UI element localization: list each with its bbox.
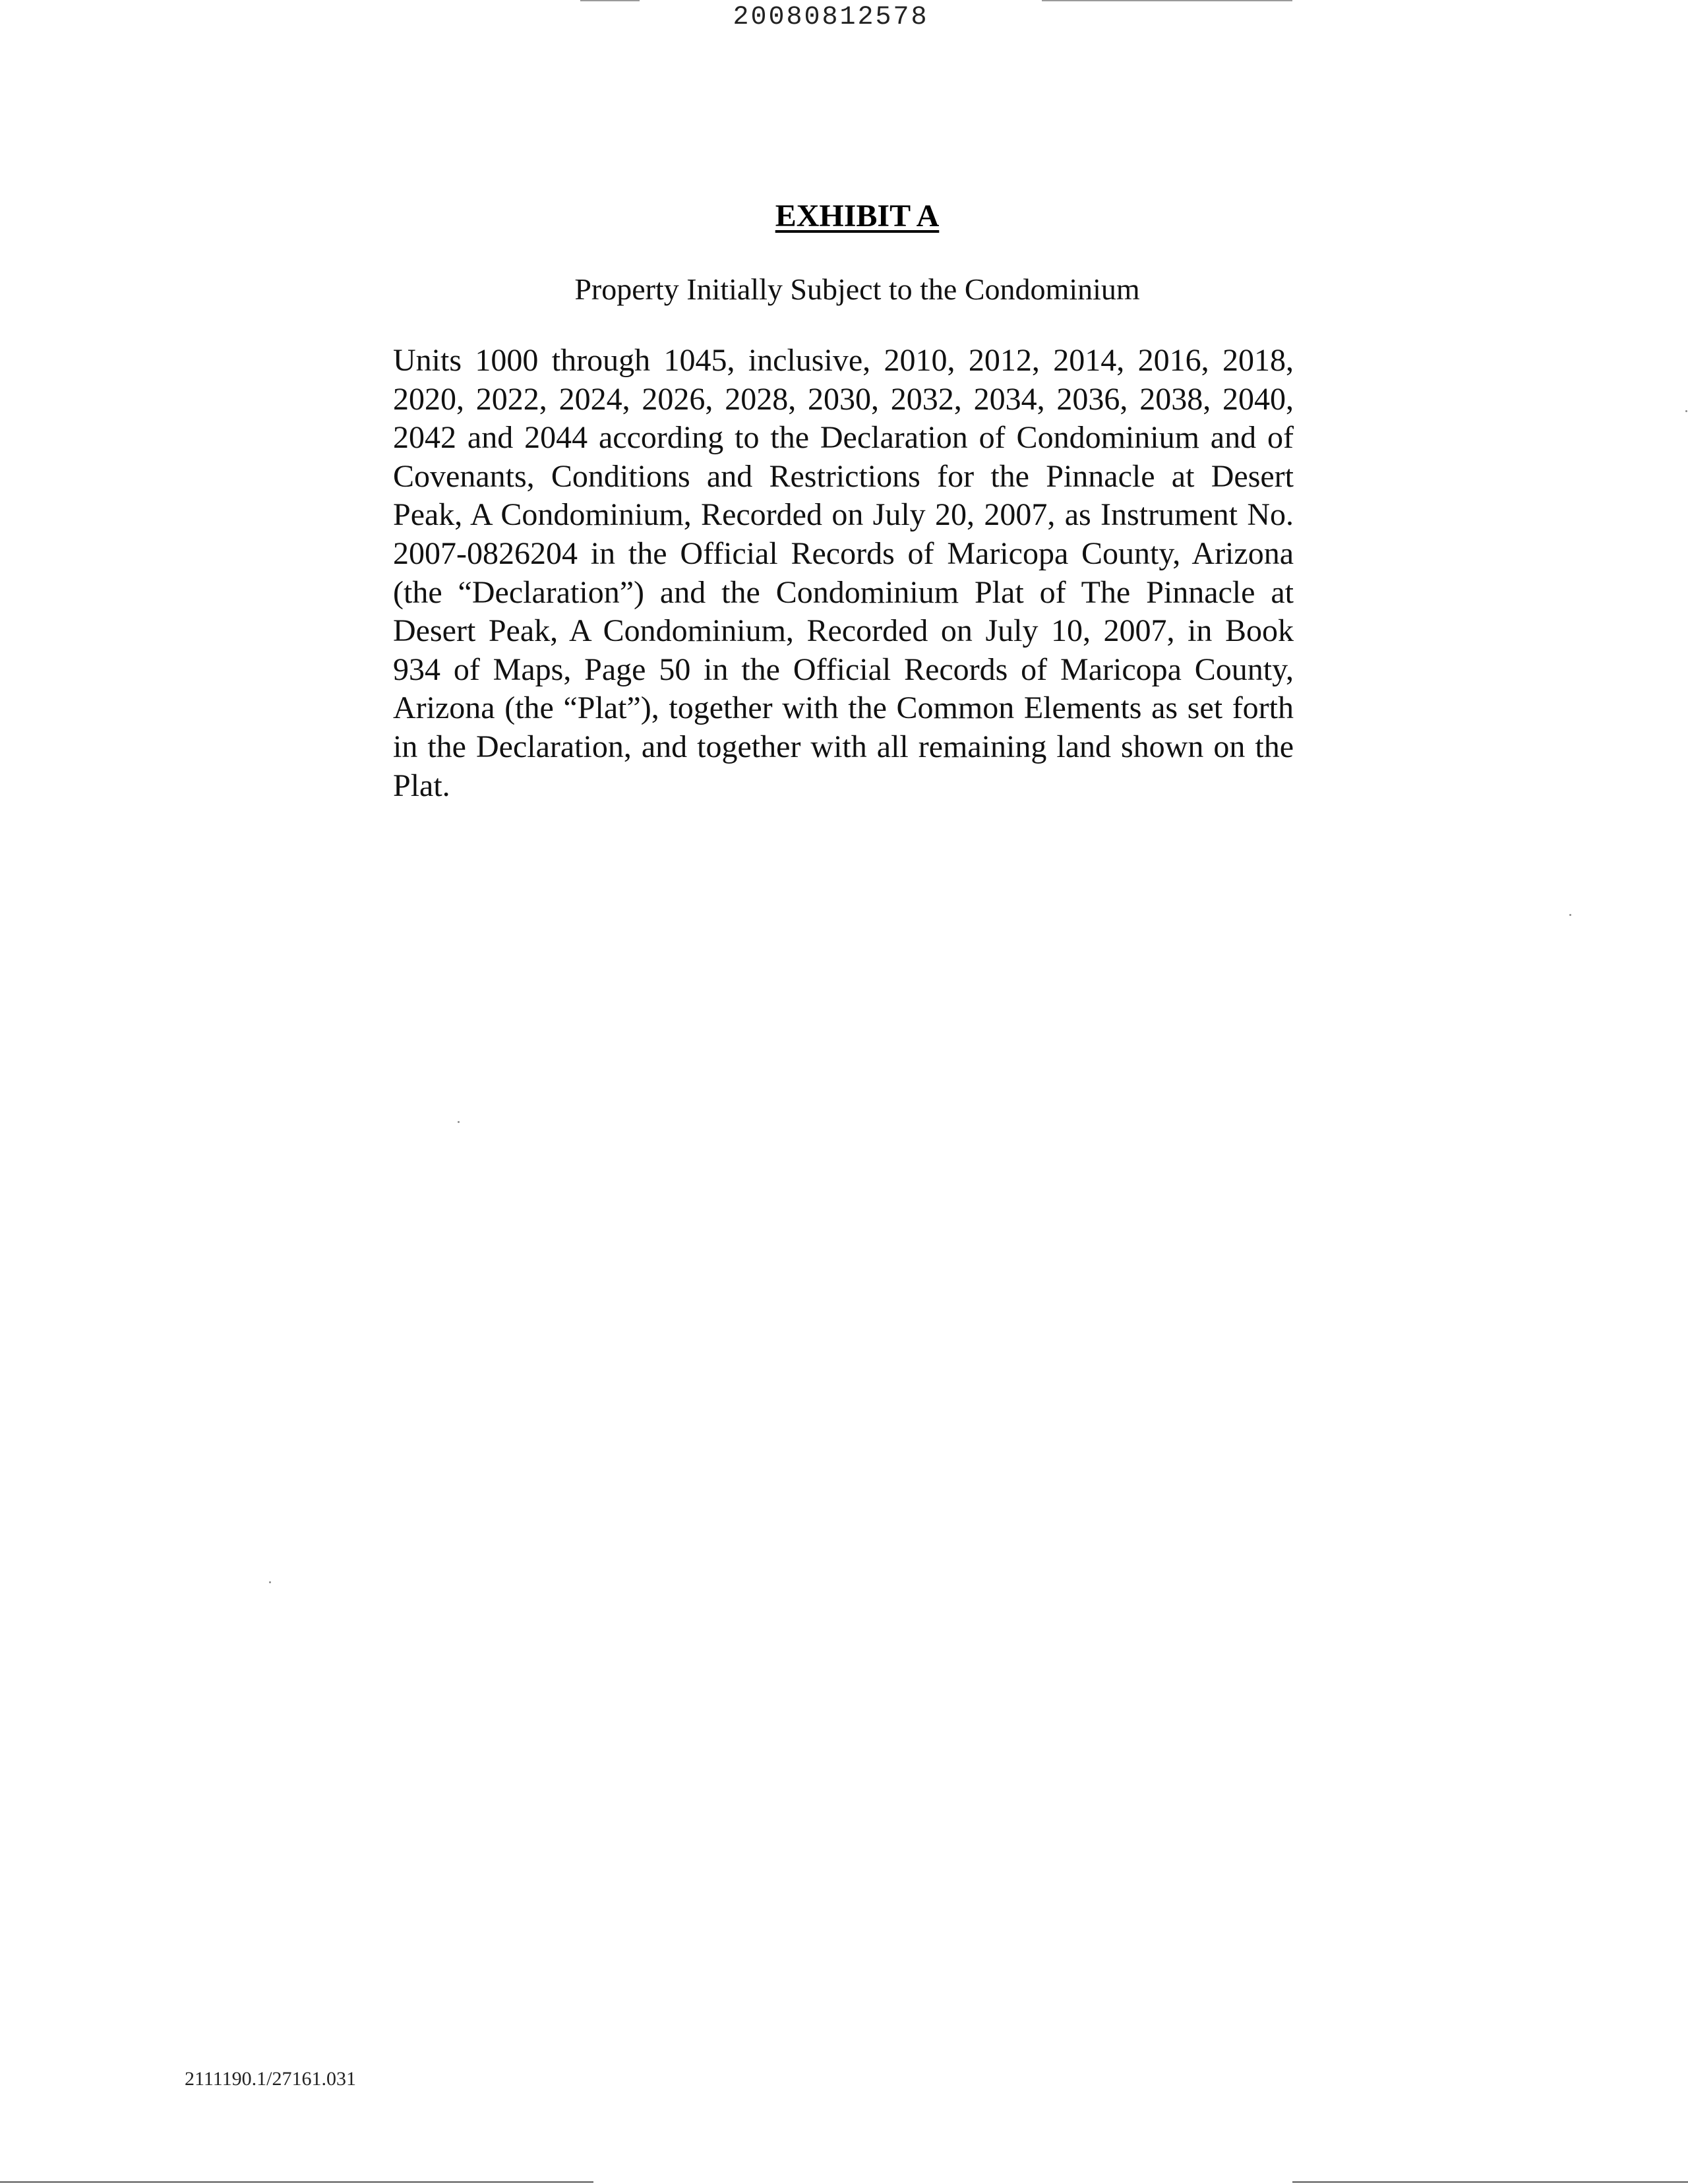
scan-edge-mark: [1292, 2181, 1688, 2183]
exhibit-subtitle: Property Initially Subject to the Condominium: [574, 272, 1140, 306]
scan-edge-mark: [580, 0, 640, 1]
exhibit-title: EXHIBIT A: [775, 198, 940, 233]
scan-edge-mark: [0, 2181, 593, 2183]
recording-number: 20080812578: [733, 3, 929, 32]
scan-edge-mark: [1042, 0, 1292, 1]
property-description: Units 1000 through 1045, inclusive, 2010, 2012, 2014, 2016, 2018, 2020, 2022, 2024, 2026, 2028, 2030, 2032, 2034, 2036, 2038, 2040, 2042 and 2044 according to the Declaration of Condominium and of Covenants, Conditions and Restrictions for the Pinnacle at Desert Peak, A Condominium, Recorded on July 20, 2007, as Instrument No. 2007-0826204 in the Official Records of Maricopa County, Arizona (the “Declaration”) and the Condominium Plat of The Pinnacle at Desert Peak, A Condominium, Recorded on July 10, 2007, in Book 934 of Maps, Page 50 in the Official Records of Maricopa County, Arizona (the “Plat”), together with the Common Elements as set forth in the Declaration, and together with all remaining land shown on the Plat.: [393, 343, 1294, 803]
scan-speck: [1569, 914, 1571, 916]
document-id: 2111190.1/27161.031: [185, 2068, 356, 2090]
scan-speck: [458, 1121, 460, 1123]
scan-speck: [269, 1581, 271, 1583]
scan-speck: [1685, 410, 1687, 412]
